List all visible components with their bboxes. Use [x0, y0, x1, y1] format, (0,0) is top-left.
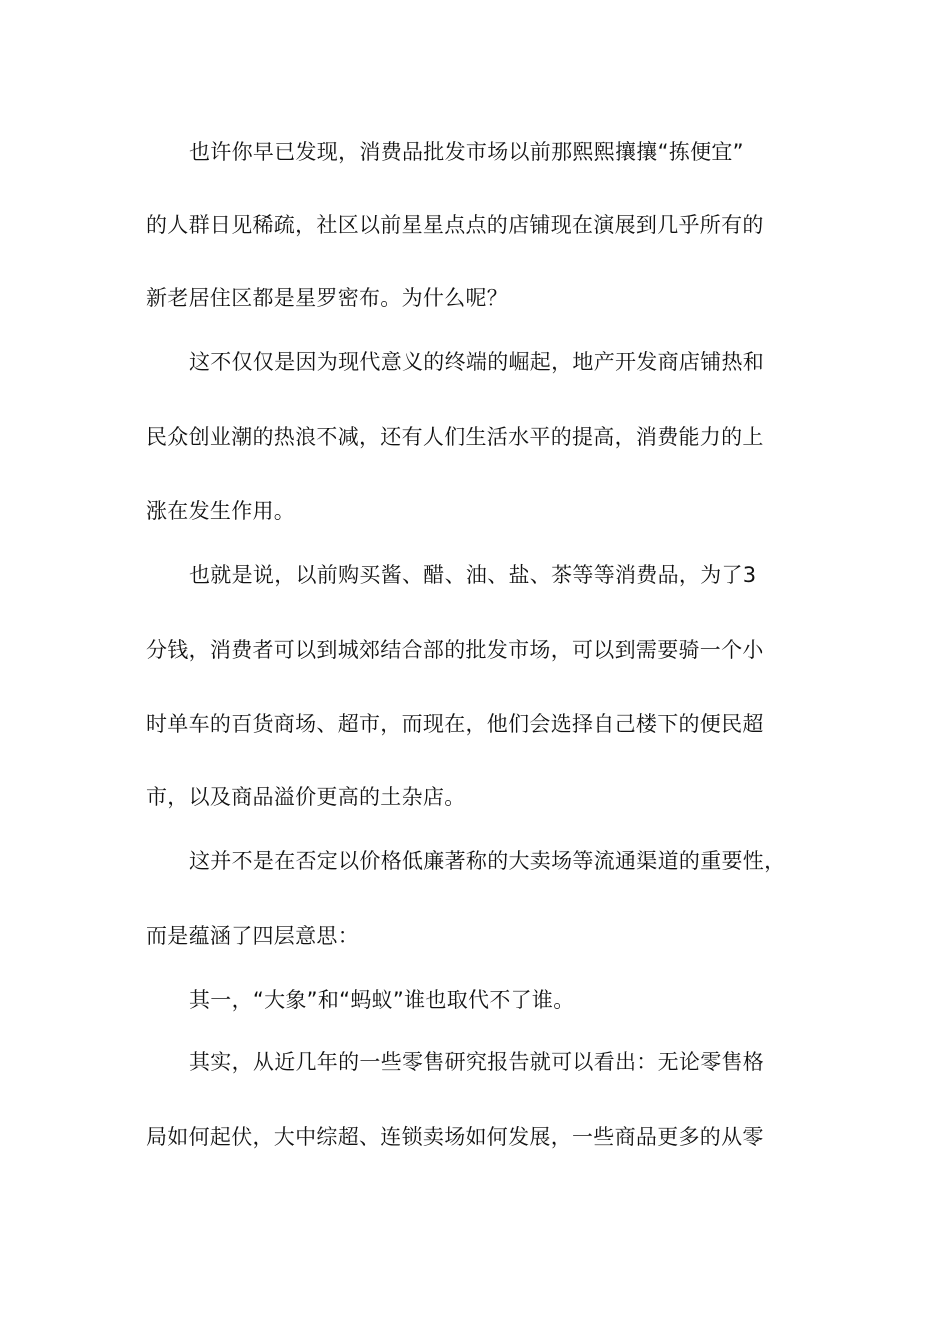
- text-line: 局如何起伏，大中综超、连锁卖场如何发展，一些商品更多的从零: [146, 1125, 764, 1149]
- text-line: 其一，“大象”和“蚂蚁”谁也取代不了谁。: [189, 988, 575, 1012]
- text-line: 也就是说，以前购买酱、醋、油、盐、茶等等消费品，为了3: [189, 563, 757, 587]
- text-line: 的人群日见稀疏，社区以前星星点点的店铺现在演展到几乎所有的: [146, 213, 764, 237]
- text-line: 这不仅仅是因为现代意义的终端的崛起，地产开发商店铺热和: [189, 350, 765, 374]
- text-line: 也许你早已发现，消费品批发市场以前那熙熙攘攘“拣便宜”: [189, 140, 744, 164]
- text-line: 分钱，消费者可以到城郊结合部的批发市场，可以到需要骑一个小: [146, 638, 764, 662]
- text-line: 其实，从近几年的一些零售研究报告就可以看出：无论零售格: [189, 1050, 765, 1074]
- text-line: 市，以及商品溢价更高的土杂店。: [146, 785, 466, 809]
- text-line: 时单车的百货商场、超市，而现在，他们会选择自己楼下的便民超: [146, 712, 764, 736]
- text-line: 这并不是在否定以价格低廉著称的大卖场等流通渠道的重要性，: [189, 849, 786, 873]
- text-line: 而是蕴涵了四层意思：: [146, 924, 359, 948]
- text-line: 新老居住区都是星罗密布。为什么呢？: [146, 286, 509, 310]
- text-line: 涨在发生作用。: [146, 499, 296, 523]
- text-line: 民众创业潮的热浪不减，还有人们生活水平的提高，消费能力的上: [146, 425, 764, 449]
